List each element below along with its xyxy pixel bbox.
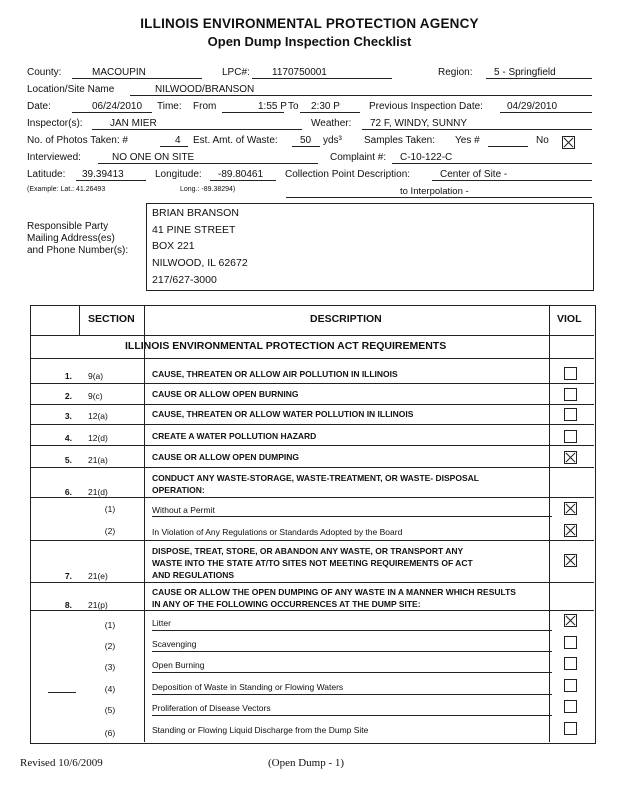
row-8-number: 8. — [64, 600, 72, 610]
date-value[interactable]: 06/24/2010 — [92, 101, 143, 112]
col-description-header: DESCRIPTION — [310, 313, 382, 325]
region-underline — [486, 78, 592, 79]
latitude-label: Latitude: — [27, 169, 66, 180]
row-6-1-subnumber: (1) — [104, 504, 116, 514]
to-underline — [300, 112, 360, 113]
row-2-viol-checkbox[interactable] — [564, 388, 577, 401]
row-8-4-underline — [152, 694, 552, 695]
table-col-divider-1 — [79, 305, 80, 335]
row-6-1-viol-checkbox[interactable] — [564, 502, 577, 515]
waste-label: Est. Amt. of Waste: — [193, 135, 278, 146]
weather-underline — [362, 129, 592, 130]
weather-value[interactable]: 72 F, WINDY, SUNNY — [370, 118, 468, 129]
row-5-rule — [30, 467, 594, 468]
row-3-rule — [30, 424, 594, 425]
to-value[interactable]: 2:30 P — [311, 101, 340, 112]
from-label: From — [193, 101, 217, 112]
county-underline — [72, 78, 202, 79]
table-col-divider-3 — [549, 305, 550, 742]
collection-label: Collection Point Description: — [285, 169, 411, 180]
row-8-3-description: Open Burning — [152, 660, 205, 670]
row-8-3-underline — [152, 672, 552, 673]
row-4-number: 4. — [64, 433, 72, 443]
date-label: Date: — [27, 101, 51, 112]
time-label: Time: — [157, 101, 182, 112]
row-6-1-description: Without a Permit — [152, 505, 215, 515]
row-2-description: CAUSE OR ALLOW OPEN BURNING — [152, 389, 299, 399]
row-6-description-line-2: OPERATION: — [152, 485, 205, 495]
longitude-label: Longitude: — [155, 169, 202, 180]
row-8-6-description: Standing or Flowing Liquid Discharge from the Dump Site — [152, 725, 369, 735]
longitude-underline — [210, 180, 276, 181]
row-6-2-subnumber: (2) — [104, 526, 116, 536]
row-7-description-line-3: AND REGULATIONS — [152, 570, 235, 580]
weather-label: Weather: — [311, 118, 352, 129]
row-8-2-underline — [152, 651, 552, 652]
row-7-description-line-2: WASTE INTO THE STATE AT/TO SITES NOT MEETING REQUIREMENTS OF ACT — [152, 558, 473, 568]
row-8-1-subnumber: (1) — [104, 620, 116, 630]
party-line-3: BOX 221 — [152, 240, 195, 252]
county-value[interactable]: MACOUPIN — [92, 67, 146, 78]
region-value[interactable]: 5 - Springfield — [494, 67, 556, 78]
page-label: (Open Dump - 1) — [268, 757, 345, 769]
row-8-5-underline — [152, 715, 552, 716]
row-8-5-description: Proliferation of Disease Vectors — [152, 703, 271, 713]
row-1-rule — [30, 383, 594, 384]
prev-inspection-underline — [500, 112, 592, 113]
samples-label: Samples Taken: — [364, 135, 435, 146]
row-2-number: 2. — [64, 391, 72, 401]
row-1-number: 1. — [64, 371, 72, 381]
row-8-rule — [30, 610, 594, 611]
row-8-5-viol-checkbox[interactable] — [564, 700, 577, 713]
table-col-divider-2 — [144, 305, 145, 742]
row-2-section: 9(c) — [88, 391, 103, 401]
row-4-section: 12(d) — [88, 433, 108, 443]
row-4-rule — [30, 445, 594, 446]
row-7-section: 21(e) — [88, 571, 108, 581]
row-3-section: 12(a) — [88, 411, 108, 421]
complaint-label: Complaint #: — [330, 152, 387, 163]
row-8-description-line-1: CAUSE OR ALLOW THE OPEN DUMPING OF ANY WASTE IN A MANNER WHICH RESULTS — [152, 587, 516, 597]
to-label: To — [288, 101, 299, 112]
row-5-section: 21(a) — [88, 455, 108, 465]
act-requirements-subheader: ILLINOIS ENVIRONMENTAL PROTECTION ACT REQUIREMENTS — [125, 340, 447, 352]
row-4-description: CREATE A WATER POLLUTION HAZARD — [152, 431, 317, 441]
row-7-viol-checkbox[interactable] — [564, 554, 577, 567]
site-label: Location/Site Name — [27, 84, 115, 95]
region-label: Region: — [438, 67, 473, 78]
longitude-value[interactable]: -89.80461 — [218, 169, 264, 180]
row-6-section: 21(d) — [88, 487, 108, 497]
form-title: Open Dump Inspection Checklist — [207, 34, 412, 49]
row-8-1-viol-checkbox[interactable] — [564, 614, 577, 627]
row-8-2-subnumber: (2) — [104, 641, 116, 651]
row-1-viol-checkbox[interactable] — [564, 367, 577, 380]
row-8-6-viol-checkbox[interactable] — [564, 722, 577, 735]
responsible-label-3: and Phone Number(s): — [27, 245, 129, 256]
inspectors-underline — [92, 129, 302, 130]
row-1-description: CAUSE, THREATEN OR ALLOW AIR POLLUTION IN ILLINOIS — [152, 369, 398, 379]
col-viol-header: VIOL — [557, 313, 582, 325]
interviewed-underline — [98, 163, 318, 164]
from-underline — [222, 112, 284, 113]
table-header-rule — [30, 335, 594, 336]
site-value[interactable]: NILWOOD/BRANSON — [155, 84, 255, 95]
row-6-2-description: In Violation of Any Regulations or Standards Adopted by the Board — [152, 527, 403, 537]
inspectors-label: Inspector(s): — [27, 118, 83, 129]
lpc-underline — [252, 78, 392, 79]
lpc-label: LPC#: — [222, 67, 250, 78]
samples-no-label: No — [536, 135, 549, 146]
interpolation-text: to Interpolation - — [400, 186, 469, 197]
row-7-rule — [30, 582, 594, 583]
row-8-2-description: Scavenging — [152, 639, 197, 649]
county-label: County: — [27, 67, 62, 78]
party-line-2: 41 PINE STREET — [152, 224, 236, 236]
row-6-2-rule — [30, 540, 594, 541]
site-underline — [130, 95, 592, 96]
revised-date: Revised 10/6/2009 — [20, 757, 103, 769]
row-4-viol-checkbox[interactable] — [564, 430, 577, 443]
row-5-viol-checkbox[interactable] — [564, 451, 577, 464]
row-8-6-subnumber: (6) — [104, 728, 116, 738]
row-5-description: CAUSE OR ALLOW OPEN DUMPING — [152, 452, 300, 462]
row-8-5-subnumber: (5) — [104, 705, 116, 715]
row-8-1-underline — [152, 630, 552, 631]
row-8-4-description: Deposition of Waste in Standing or Flowing Waters — [152, 682, 344, 692]
collection-value[interactable]: Center of Site - — [440, 169, 508, 180]
row-3-number: 3. — [64, 411, 72, 421]
waste-value[interactable]: 50 — [300, 135, 312, 146]
complaint-underline — [392, 163, 592, 164]
row-6-2-viol-checkbox[interactable] — [564, 524, 577, 537]
date-underline — [72, 112, 152, 113]
row-3-description: CAUSE, THREATEN OR ALLOW WATER POLLUTION IN ILLINOIS — [152, 409, 414, 419]
agency-title: ILLINOIS ENVIRONMENTAL PROTECTION AGENCY — [140, 16, 479, 31]
row-8-section: 21(p) — [88, 600, 108, 610]
responsible-label-2: Mailing Address(es) — [27, 233, 115, 244]
samples-yes-underline[interactable] — [488, 146, 528, 147]
samples-no-checkbox[interactable] — [562, 136, 575, 149]
photos-label: No. of Photos Taken: # — [27, 135, 128, 146]
waste-unit: yds³ — [323, 135, 342, 146]
example-lat: (Example: Lat.: 41.26493 — [27, 186, 106, 193]
waste-underline — [292, 146, 320, 147]
from-value[interactable]: 1:55 P — [258, 101, 287, 112]
row-1-section: 9(a) — [88, 371, 104, 381]
inspectors-value[interactable]: JAN MIER — [110, 118, 157, 129]
photos-value[interactable]: 4 — [175, 135, 181, 146]
table-subheader-rule — [30, 358, 594, 359]
row-6-1-underline — [152, 516, 552, 517]
party-line-1: BRIAN BRANSON — [152, 207, 239, 219]
interviewed-label: Interviewed: — [27, 152, 81, 163]
row-2-rule — [30, 404, 594, 405]
row-8-4-viol-checkbox[interactable] — [564, 679, 577, 692]
example-long: Long.: -89.38294) — [180, 186, 236, 193]
row-5-number: 5. — [64, 455, 72, 465]
interviewed-value[interactable]: NO ONE ON SITE — [112, 152, 195, 163]
row-6-number: 6. — [64, 487, 72, 497]
row-7-description-line-1: DISPOSE, TREAT, STORE, OR ABANDON ANY WASTE, OR TRANSPORT ANY — [152, 546, 464, 556]
row-6-description-line-1: CONDUCT ANY WASTE-STORAGE, WASTE-TREATMENT, OR WASTE- DISPOSAL — [152, 473, 479, 483]
prev-inspection-value[interactable]: 04/29/2010 — [507, 101, 558, 112]
responsible-label-1: Responsible Party — [27, 221, 109, 232]
row-8-4-subnumber: (4) — [104, 684, 116, 694]
party-line-4: NILWOOD, IL 62672 — [152, 257, 248, 269]
party-line-5: 217/627-3000 — [152, 274, 217, 286]
row-8-3-subnumber: (3) — [104, 662, 116, 672]
row-8-4-left-blank[interactable] — [48, 692, 76, 693]
row-8-1-description: Litter — [152, 618, 171, 628]
interpolation-underline — [286, 197, 592, 198]
photos-underline — [160, 146, 188, 147]
latitude-value[interactable]: 39.39413 — [82, 169, 124, 180]
lpc-value[interactable]: 1170750001 — [272, 67, 327, 78]
row-8-3-viol-checkbox[interactable] — [564, 657, 577, 670]
col-section-header: SECTION — [88, 313, 135, 325]
samples-yes-label: Yes # — [455, 135, 480, 146]
complaint-value[interactable]: C-10-122-C — [400, 152, 453, 163]
prev-inspection-label: Previous Inspection Date: — [369, 101, 483, 112]
row-6-rule — [30, 497, 594, 498]
collection-underline — [432, 180, 592, 181]
row-7-number: 7. — [64, 571, 72, 581]
row-8-description-line-2: IN ANY OF THE FOLLOWING OCCURRENCES AT THE DUMP SITE: — [152, 599, 421, 609]
row-8-2-viol-checkbox[interactable] — [564, 636, 577, 649]
row-3-viol-checkbox[interactable] — [564, 408, 577, 421]
latitude-underline — [76, 180, 146, 181]
